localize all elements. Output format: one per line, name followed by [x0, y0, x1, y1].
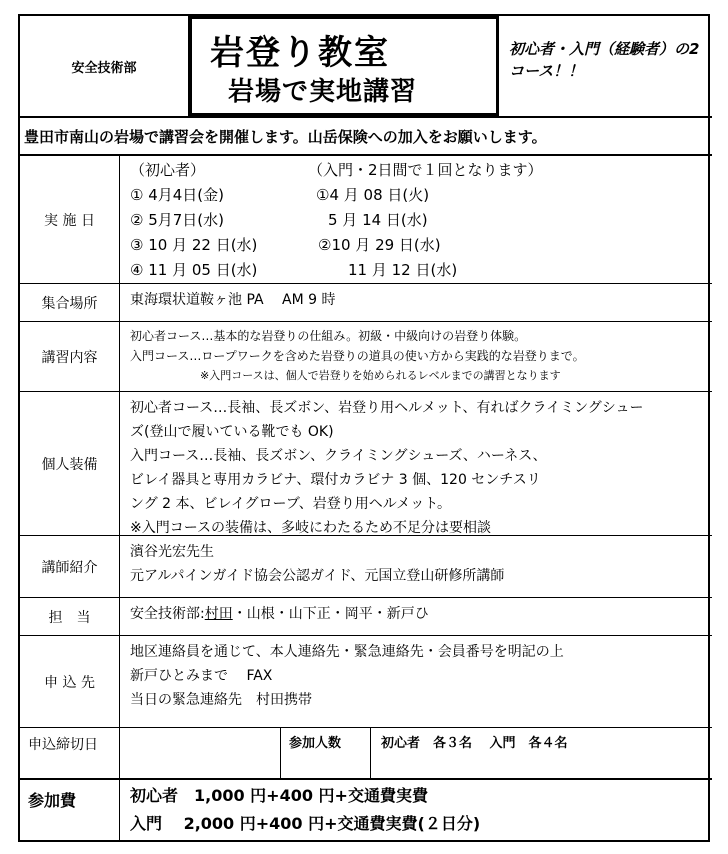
apply-label: 申 込 先 — [20, 636, 120, 727]
fee-row — [20, 780, 712, 842]
apply-line: 地区連絡員を通じて、本人連絡先・緊急連絡先・会員番号を明記の上 — [130, 644, 564, 660]
equipment-label: 個人装備 — [20, 392, 120, 535]
staff-prefix: 安全技術部: — [130, 606, 205, 622]
staff-value — [120, 598, 712, 635]
equipment-line: 初心者コース…長袖、長ズボン、岩登り用ヘルメット、有ればクライミングシュー — [130, 400, 644, 416]
title-box — [189, 16, 499, 116]
content-label: 講習内容 — [20, 322, 120, 391]
fee-line: 入門 2,000 円+400 円+交通費実費(２日分) — [130, 814, 481, 833]
equipment-row — [20, 392, 712, 536]
apply-line: 当日の緊急連絡先 村田携帯 — [130, 692, 312, 708]
instructor-row — [20, 536, 712, 598]
staff-lead: 村田 — [204, 606, 233, 622]
meeting-label: 集合場所 — [20, 284, 120, 321]
beginner-heading: （初心者） — [130, 161, 206, 179]
beginner-date: ④ 11 月 05 日(水) — [130, 261, 258, 279]
intro-date: ②10 月 29 日(水) — [318, 236, 441, 254]
equipment-line: ング 2 本、ビレイグローブ、岩登り用ヘルメット。 — [130, 496, 452, 512]
title: 岩登り教室 — [210, 33, 390, 73]
meeting-value: 東海環状道鞍ヶ池 PA AM 9 時 — [130, 292, 336, 308]
staff-label: 担 当 — [20, 598, 120, 635]
content-row — [20, 322, 712, 392]
apply-value — [120, 636, 712, 727]
flyer — [18, 14, 710, 842]
schedule-label: 実 施 日 — [20, 156, 120, 283]
course-info: 初心者・入門（経験者）の2コース！！ — [509, 40, 700, 80]
beginner-date: ③ 10 月 22 日(水) — [130, 236, 258, 254]
participants-label: 参加人数 — [281, 728, 371, 778]
subtitle: 岩場で実地講習 — [228, 77, 418, 107]
content-line: 入門コース…ロープワークを含めた岩登りの道具の使い方から実践的な岩登りまで。 — [130, 349, 585, 363]
fee-label: 参加費 — [20, 780, 120, 842]
beginner-date: ② 5月7日(水) — [130, 211, 225, 229]
content-note: ※入門コースは、個人で岩登りを始められるレベルまでの講習となります — [200, 369, 561, 382]
equipment-line: ※入門コースの装備は、多岐にわたるため不足分は要相談 — [130, 520, 492, 536]
staff-row — [20, 598, 712, 636]
intro-date: 11 月 12 日(水) — [348, 261, 458, 279]
instructor-label: 講師紹介 — [20, 536, 120, 597]
content-line: 初心者コース…基本的な岩登りの仕組み。初級・中級向けの岩登り体験。 — [130, 329, 527, 343]
equipment-line: ズ(登山で履いている靴でも OK) — [130, 424, 334, 440]
equipment-line: 入門コース…長袖、長ズボン、クライミングシューズ、ハーネス、 — [130, 448, 547, 464]
instructor-line: 濱谷光宏先生 — [130, 544, 214, 560]
schedule-dates — [120, 156, 712, 283]
apply-line: 新戸ひとみまで FAX — [130, 668, 273, 684]
equipment-line: ビレイ器具と専用カラビナ、環付カラビナ 3 個、120 センチスリ — [130, 472, 541, 488]
beginner-date: ① 4月4日(金) — [130, 186, 225, 204]
apply-row — [20, 636, 712, 728]
intro-date: ①4 月 08 日(火) — [316, 186, 430, 204]
fee-value — [120, 780, 712, 842]
notice: 豊田市南山の岩場で講習会を開催します。山岳保険への加入をお願いします。 — [20, 116, 712, 156]
staff-members: ・山根・山下正・岡平・新戸ひ — [232, 606, 429, 622]
participants-value: 初心者 各３名 入門 各４名 — [381, 736, 568, 751]
schedule-row — [20, 156, 712, 284]
department: 安全技術部 — [20, 16, 189, 116]
deadline-row — [20, 728, 712, 780]
instructor-value — [120, 536, 712, 597]
intro-heading: （入門・2日間で１回となります） — [308, 161, 543, 179]
deadline-date-cell — [120, 728, 281, 778]
deadline-label: 申込締切日 — [20, 728, 120, 778]
content-value — [120, 322, 712, 391]
fee-line: 初心者 1,000 円+400 円+交通費実費 — [130, 786, 428, 805]
instructor-line: 元アルパインガイド協会公認ガイド、元国立登山研修所講師 — [130, 568, 505, 584]
meeting-row — [20, 284, 712, 322]
header — [20, 16, 712, 116]
intro-date: 5 月 14 日(水) — [328, 211, 428, 229]
equipment-value — [120, 392, 712, 535]
